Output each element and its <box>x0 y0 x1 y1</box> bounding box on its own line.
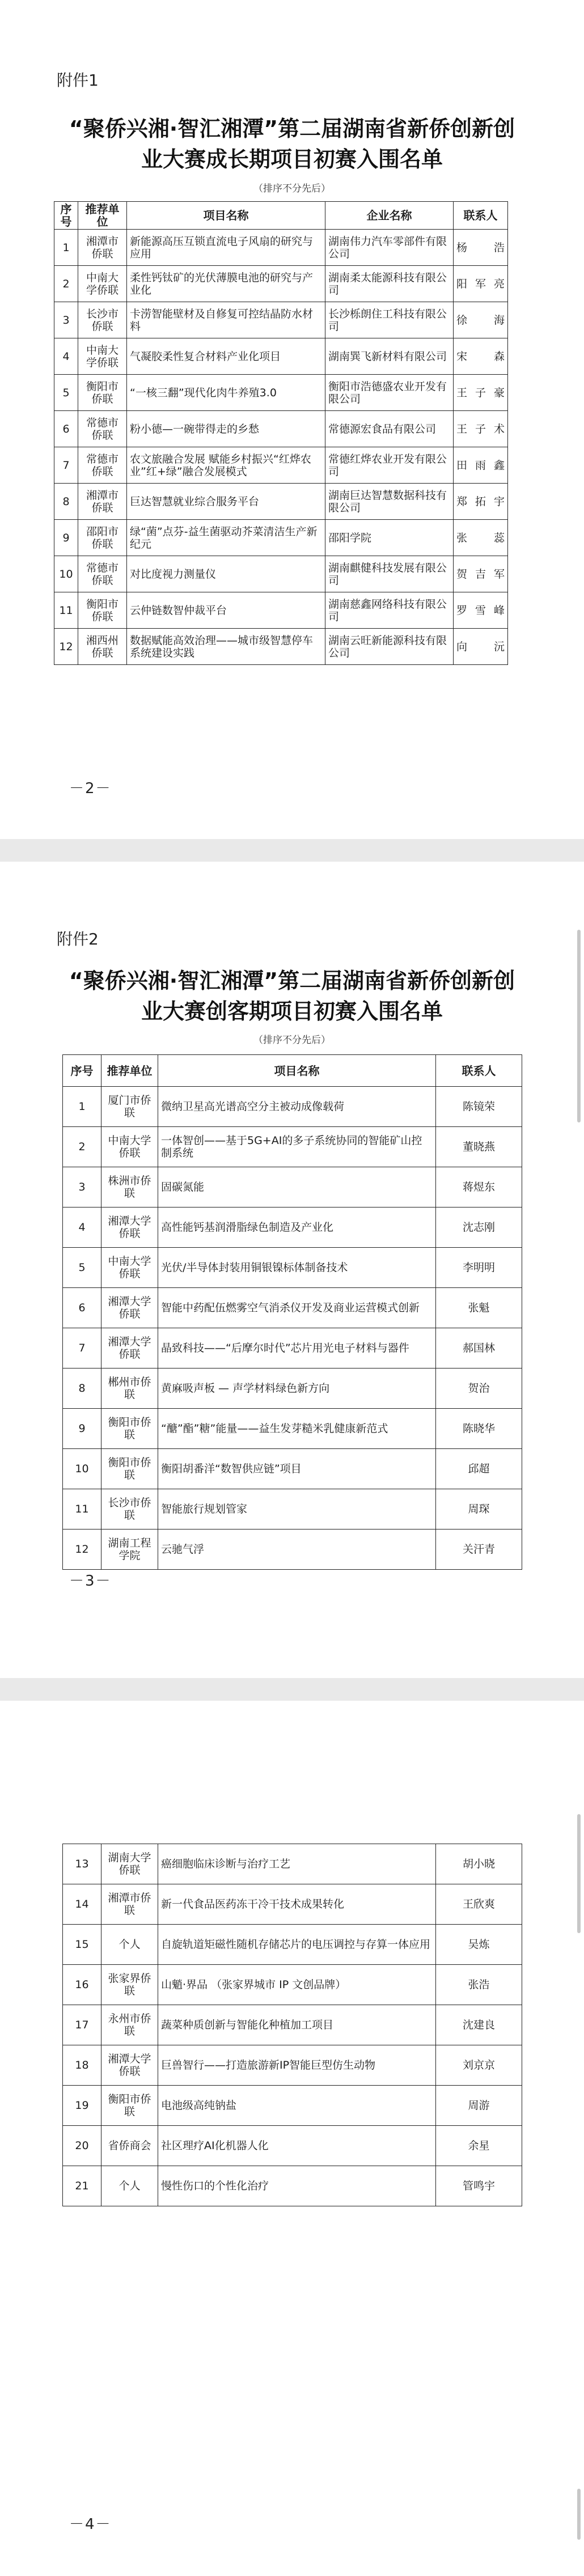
cell-recommender: 常德市侨联 <box>78 556 127 592</box>
cell-project: 柔性钙钛矿的光伏薄膜电池的研究与产业化 <box>127 266 325 302</box>
cell-index: 18 <box>63 2045 101 2086</box>
cell-recommender: 永州市侨联 <box>101 2005 158 2045</box>
cell-index: 3 <box>54 302 78 338</box>
table-row <box>54 375 508 411</box>
cell-company: 湖南伟力汽车零部件有限公司 <box>325 230 454 266</box>
cell-recommender: 湘潭大学侨联 <box>101 2045 158 2086</box>
page-title-line-1: “聚侨兴湘·智汇湘潭”第二届湖南省新侨创新创 <box>69 116 515 141</box>
cell-project: 农文旅融合发展 赋能乡村振兴“红烨农业”红+绿”融合发展模式 <box>127 447 325 484</box>
table-row <box>63 1530 522 1570</box>
page-title <box>51 113 533 175</box>
cell-index: 2 <box>63 1127 101 1167</box>
cell-index: 7 <box>54 447 78 484</box>
cell-recommender: 常德市侨联 <box>78 411 127 447</box>
table-header-row <box>54 202 508 230</box>
document-page-1 <box>0 0 584 839</box>
table-row <box>63 1449 522 1489</box>
cell-contact: 郝国林 <box>436 1328 522 1368</box>
table-row <box>54 592 508 629</box>
cell-contact: 张蕊 <box>454 520 508 556</box>
page-subtitle: （排序不分先后） <box>253 183 331 194</box>
cell-project: 高性能钙基润滑脂绿色制造及产业化 <box>158 1208 436 1248</box>
cell-project: “一核三翻”现代化肉牛养殖3.0 <box>127 375 325 411</box>
cell-recommender: 郴州市侨联 <box>101 1368 158 1409</box>
cell-contact: 吴炼 <box>436 1925 522 1965</box>
startup-stage-table <box>62 1054 522 1570</box>
table-row <box>63 1288 522 1328</box>
cell-index: 4 <box>54 338 78 375</box>
table-row <box>63 1489 522 1530</box>
cell-project: 一体智创——基于5G+AI的多子系统协同的智能矿山控制系统 <box>158 1127 436 1167</box>
document-page-2 <box>0 862 584 1678</box>
table-header-row <box>63 1055 522 1087</box>
cell-company: 湖南柔太能源科技有限公司 <box>325 266 454 302</box>
cell-contact: 陈晓华 <box>436 1409 522 1449</box>
cell-recommender: 湘潭市侨联 <box>101 1884 158 1925</box>
cell-contact: 贺吉军 <box>454 556 508 592</box>
cell-project: 蔬菜种质创新与智能化种植加工项目 <box>158 2005 436 2045</box>
table-row <box>63 1925 522 1965</box>
cell-recommender: 湘潭市侨联 <box>78 484 127 520</box>
cell-index: 1 <box>54 230 78 266</box>
page-title-line-2: 业大赛创客期项目初赛入围名单 <box>141 999 443 1024</box>
cell-project: 山魈·界品 （张家界城市 IP 文创品牌） <box>158 1965 436 2005</box>
page-number: －3－ <box>69 1573 112 1590</box>
cell-contact: 王子豪 <box>454 375 508 411</box>
cell-company: 常德红烨农业开发有限公司 <box>325 447 454 484</box>
cell-recommender: 个人 <box>101 2166 158 2206</box>
cell-index: 5 <box>63 1248 101 1288</box>
cell-recommender: 湖南大学侨联 <box>101 1844 158 1884</box>
table-row <box>63 1127 522 1167</box>
cell-project: 新能源高压互锁直流电子风扇的研究与应用 <box>127 230 325 266</box>
cell-contact: 周游 <box>436 2086 522 2126</box>
cell-contact: 管鸣宇 <box>436 2166 522 2206</box>
cell-recommender: 邵阳市侨联 <box>78 520 127 556</box>
cell-contact: 郑拓宇 <box>454 484 508 520</box>
cell-recommender: 中南大学侨联 <box>78 338 127 375</box>
cell-index: 8 <box>54 484 78 520</box>
cell-index: 3 <box>63 1167 101 1208</box>
cell-index: 5 <box>54 375 78 411</box>
cell-recommender: 衡阳市侨联 <box>101 1449 158 1489</box>
table-row <box>54 447 508 484</box>
cell-project: 卡涝智能壁材及自修复可控结晶防水材料 <box>127 302 325 338</box>
cell-project: 黄麻吸声板 — 声学材料绿色新方向 <box>158 1368 436 1409</box>
cell-project: 智能中药配伍燃雾空气消杀仪开发及商业运营模式创新 <box>158 1288 436 1328</box>
cell-company: 邵阳学院 <box>325 520 454 556</box>
cell-project: 癌细胞临床诊断与治疗工艺 <box>158 1844 436 1884</box>
cell-recommender: 湘西州侨联 <box>78 629 127 665</box>
cell-index: 12 <box>63 1530 101 1570</box>
cell-project: 衡阳胡番洋“数智供应链”项目 <box>158 1449 436 1489</box>
cell-contact: 董晓燕 <box>436 1127 522 1167</box>
cell-project: 光伏/半导体封装用铜银镍标体制备技术 <box>158 1248 436 1288</box>
growth-stage-table <box>54 201 508 665</box>
cell-index: 15 <box>63 1925 101 1965</box>
cell-index: 6 <box>54 411 78 447</box>
cell-index: 8 <box>63 1368 101 1409</box>
table-row <box>63 1965 522 2005</box>
table-row <box>63 2045 522 2086</box>
table-row <box>54 302 508 338</box>
cell-index: 11 <box>63 1489 101 1530</box>
cell-recommender: 中南大学侨联 <box>78 266 127 302</box>
cell-contact: 徐海 <box>454 302 508 338</box>
cell-recommender: 张家界侨联 <box>101 1965 158 2005</box>
cell-project: 新一代食品医药冻干冷干技术成果转化 <box>158 1884 436 1925</box>
cell-index: 13 <box>63 1844 101 1884</box>
cell-contact: 宋森 <box>454 338 508 375</box>
cell-project: 晶致科技——“后摩尔时代”芯片用光电子材料与器件 <box>158 1328 436 1368</box>
table-row <box>63 1328 522 1368</box>
cell-project: 巨达智慧就业综合服务平台 <box>127 484 325 520</box>
cell-index: 10 <box>63 1449 101 1489</box>
cell-project: 粉小德—一碗带得走的乡愁 <box>127 411 325 447</box>
cell-project: 气凝胶柔性复合材料产业化项目 <box>127 338 325 375</box>
cell-company: 长沙栎朗住工科技有限公司 <box>325 302 454 338</box>
cell-recommender: 长沙市侨联 <box>101 1489 158 1530</box>
table-row <box>63 1409 522 1449</box>
cell-contact: 王子术 <box>454 411 508 447</box>
cell-project: 云驰气浮 <box>158 1530 436 1570</box>
cell-contact: 罗雪峰 <box>454 592 508 629</box>
cell-index: 6 <box>63 1288 101 1328</box>
cell-contact: 余星 <box>436 2126 522 2166</box>
cell-recommender: 衡阳市侨联 <box>101 2086 158 2126</box>
cell-contact: 沈志刚 <box>436 1208 522 1248</box>
cell-recommender: 中南大学侨联 <box>101 1248 158 1288</box>
page-title <box>51 965 533 1027</box>
cell-project: 社区理疗AI化机器人化 <box>158 2126 436 2166</box>
header-contact: 联系人 <box>454 202 508 230</box>
cell-contact: 张魁 <box>436 1288 522 1328</box>
cell-index: 14 <box>63 1884 101 1925</box>
cell-index: 17 <box>63 2005 101 2045</box>
cell-recommender: 湘潭大学侨联 <box>101 1288 158 1328</box>
table-row <box>63 1167 522 1208</box>
cell-recommender: 湖南工程学院 <box>101 1530 158 1570</box>
table-row <box>54 520 508 556</box>
page-number: －2－ <box>69 780 112 797</box>
cell-company: 湖南巨达智慧数据科技有限公司 <box>325 484 454 520</box>
cell-project: 慢性伤口的个性化治疗 <box>158 2166 436 2206</box>
header-recommender: 推荐单位 <box>78 202 127 230</box>
cell-project: 电池级高纯钠盐 <box>158 2086 436 2126</box>
cell-recommender: 湘潭大学侨联 <box>101 1328 158 1368</box>
cell-index: 11 <box>54 592 78 629</box>
cell-contact: 邱超 <box>436 1449 522 1489</box>
table-row <box>63 2166 522 2206</box>
table-row <box>54 266 508 302</box>
startup-stage-table-continued <box>62 1844 522 2206</box>
cell-company: 湖南慈鑫网络科技有限公司 <box>325 592 454 629</box>
cell-project: 自旋轨道矩磁性随机存储芯片的电压调控与存算一体应用 <box>158 1925 436 1965</box>
header-recommender: 推荐单位 <box>101 1055 158 1087</box>
cell-index: 12 <box>54 629 78 665</box>
header-project: 项目名称 <box>158 1055 436 1087</box>
cell-index: 1 <box>63 1087 101 1127</box>
header-index: 序号 <box>63 1055 101 1087</box>
cell-index: 4 <box>63 1208 101 1248</box>
cell-contact: 王欣爽 <box>436 1884 522 1925</box>
cell-recommender: 个人 <box>101 1925 158 1965</box>
cell-contact: 胡小晓 <box>436 1844 522 1884</box>
table-row <box>63 2005 522 2045</box>
cell-recommender: 省侨商会 <box>101 2126 158 2166</box>
cell-recommender: 湘潭市侨联 <box>78 230 127 266</box>
attachment-label: 附件2 <box>57 930 99 948</box>
table-row <box>63 2086 522 2126</box>
cell-recommender: 中南大学侨联 <box>101 1127 158 1167</box>
cell-project: 数据赋能高效治理——城市级智慧停车系统建设实践 <box>127 629 325 665</box>
cell-contact: 向沅 <box>454 629 508 665</box>
cell-project: 固碳氮能 <box>158 1167 436 1208</box>
cell-contact: 杨浩 <box>454 230 508 266</box>
cell-project: 微纳卫星高光谱高空分主被动成像载荷 <box>158 1087 436 1127</box>
cell-company: 湖南巽飞新材料有限公司 <box>325 338 454 375</box>
cell-index: 10 <box>54 556 78 592</box>
cell-contact: 周琛 <box>436 1489 522 1530</box>
cell-contact: 阳军亮 <box>454 266 508 302</box>
page-number: －4－ <box>69 2516 112 2533</box>
table-row <box>54 338 508 375</box>
cell-recommender: 株洲市侨联 <box>101 1167 158 1208</box>
table-row <box>54 411 508 447</box>
cell-company: 湖南云旺新能源科技有限公司 <box>325 629 454 665</box>
cell-recommender: 衡阳市侨联 <box>101 1409 158 1449</box>
document-page-3 <box>0 1701 584 2576</box>
cell-project: 绿“菌”点芬-益生菌驱动芥菜清洁生产新纪元 <box>127 520 325 556</box>
table-row <box>54 556 508 592</box>
cell-project: 对比度视力测量仪 <box>127 556 325 592</box>
cell-recommender: 长沙市侨联 <box>78 302 127 338</box>
table-row <box>63 1368 522 1409</box>
cell-contact: 田雨鑫 <box>454 447 508 484</box>
cell-recommender: 衡阳市侨联 <box>78 592 127 629</box>
cell-index: 19 <box>63 2086 101 2126</box>
cell-project: “醣”酯”糖”能量——益生发芽糙米乳健康新范式 <box>158 1409 436 1449</box>
table-row <box>54 484 508 520</box>
table-row <box>54 230 508 266</box>
table-row <box>63 1087 522 1127</box>
table-row <box>63 1208 522 1248</box>
scrollbar-thumb-lower[interactable] <box>577 2489 581 2540</box>
cell-index: 21 <box>63 2166 101 2206</box>
cell-contact: 关汗青 <box>436 1530 522 1570</box>
header-project: 项目名称 <box>127 202 325 230</box>
page-title-line-2: 业大赛成长期项目初赛入围名单 <box>141 147 443 172</box>
scrollbar-thumb[interactable] <box>577 1814 581 1933</box>
cell-recommender: 厦门市侨联 <box>101 1087 158 1127</box>
cell-contact: 沈建良 <box>436 2005 522 2045</box>
cell-index: 9 <box>63 1409 101 1449</box>
header-index: 序号 <box>54 202 78 230</box>
table-row <box>63 1248 522 1288</box>
cell-company: 湖南麒健科技发展有限公司 <box>325 556 454 592</box>
page-title-line-1: “聚侨兴湘·智汇湘潭”第二届湖南省新侨创新创 <box>69 968 515 993</box>
cell-contact: 刘京京 <box>436 2045 522 2086</box>
cell-contact: 张浩 <box>436 1965 522 2005</box>
cell-contact: 贺治 <box>436 1368 522 1409</box>
table-row <box>63 1844 522 1884</box>
scrollbar-thumb[interactable] <box>577 930 581 1122</box>
cell-project: 智能旅行规划管家 <box>158 1489 436 1530</box>
table-row <box>54 629 508 665</box>
page-subtitle: （排序不分先后） <box>253 1035 331 1046</box>
cell-recommender: 常德市侨联 <box>78 447 127 484</box>
cell-contact: 蒋煜东 <box>436 1167 522 1208</box>
cell-company: 常德源宏食品有限公司 <box>325 411 454 447</box>
cell-recommender: 衡阳市侨联 <box>78 375 127 411</box>
cell-contact: 李明明 <box>436 1248 522 1288</box>
cell-index: 9 <box>54 520 78 556</box>
cell-project: 云仲链数智仲裁平台 <box>127 592 325 629</box>
cell-contact: 陈镜荣 <box>436 1087 522 1127</box>
cell-recommender: 湘潭大学侨联 <box>101 1208 158 1248</box>
table-row <box>63 1884 522 1925</box>
header-company: 企业名称 <box>325 202 454 230</box>
cell-index: 20 <box>63 2126 101 2166</box>
cell-index: 16 <box>63 1965 101 2005</box>
header-contact: 联系人 <box>436 1055 522 1087</box>
attachment-label: 附件1 <box>57 71 99 90</box>
cell-project: 巨兽智行——打造旅游新IP智能巨型仿生动物 <box>158 2045 436 2086</box>
cell-index: 2 <box>54 266 78 302</box>
cell-index: 7 <box>63 1328 101 1368</box>
cell-company: 衡阳市浩德盛农业开发有限公司 <box>325 375 454 411</box>
table-row <box>63 2126 522 2166</box>
